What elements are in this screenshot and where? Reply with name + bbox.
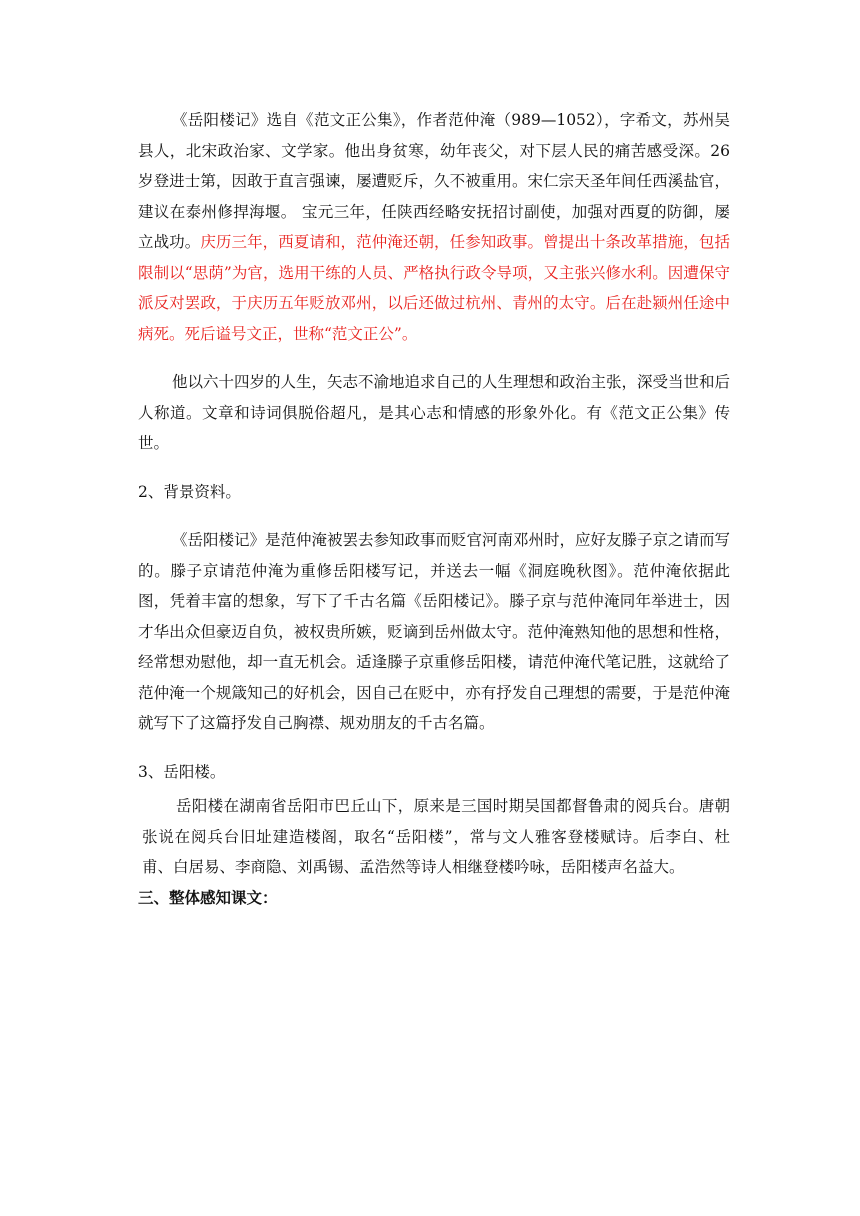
- background-heading: 2、背景资料。: [138, 482, 241, 501]
- yueyang-tower-heading: 3、岳阳楼。: [138, 762, 226, 781]
- author-intro-highlight: 庆历三年，西夏请和，范仲淹还朝，任参知政事。曾提出十条改革措施，包括限制以“思荫”为官，选用干练的人员、严格执行政令导项，又主张兴修水利。因遭保守派反对罢政，于庆历五年贬放邓州，以后还做过杭州、青州的太守。后在赴颍州任途中病死。死后谥号文正，世称“范文正公”。: [138, 233, 730, 343]
- section-three-heading: 三、整体感知课文：: [138, 887, 278, 907]
- yueyang-tower-paragraph: 岳阳楼在湖南省岳阳市巴丘山下，原来是三国时期吴国都督鲁肃的阅兵台。唐朝张说在阅兵台旧址建造楼阁，取名“岳阳楼”，常与文人雅客登楼赋诗。后李白、杜甫、白居易、李商隐、刘禹锡、孟浩然等诗人相继登楼吟咏，岳阳楼声名益大。: [142, 797, 730, 876]
- author-legacy-paragraph: 他以六十四岁的人生，矢志不渝地追求自己的人生理想和政治主张，深受当世和后人称道。文章和诗词俱脱俗超凡，是其心志和情感的形象外化。有《范文正公集》传世。: [138, 373, 731, 452]
- document-page: [138, 105, 730, 913]
- background-paragraph: 《岳阳楼记》是范仲淹被罢去参知政事而贬官河南邓州时，应好友滕子京之请而写的。滕子京请范仲淹为重修岳阳楼写记，并送去一幅《洞庭晚秋图》。范仲淹依据此图，凭着丰富的想象，写下了千古名篇《岳阳楼记》。滕子京与范仲淹同年举进士，因才华出众但豪迈自负，被权贵所嫉，贬谪到岳州做太守。范仲淹熟知他的思想和性格，经常想劝慰他，却一直无机会。适逢滕子京重修岳阳楼，请范仲淹代笔记胜，这就给了范仲淹一个规箴知己的好机会，因自己在贬中，亦有抒发自己理想的需要，于是范仲淹就写下了这篇抒发自己胸襟、规劝朋友的千古名篇。: [138, 531, 731, 732]
- author-intro-paragraph: [138, 105, 730, 349]
- author-intro-text: 《岳阳楼记》选自《范文正公集》，作者范仲淹（989—1052），字希文，苏州吴县人，北宋政治家、文学家。他出身贫寒，幼年丧父，对下层人民的痛苦感受深。26岁登进士第，因敢于直言强谏，屡遭贬斥，久不被重用。宋仁宗天圣年间任西溪盐官，建议在泰州修捍海堰。 宝元三年，任陕西经略安抚招讨副使，加强对西夏的防御，屡立战功。: [138, 111, 730, 251]
